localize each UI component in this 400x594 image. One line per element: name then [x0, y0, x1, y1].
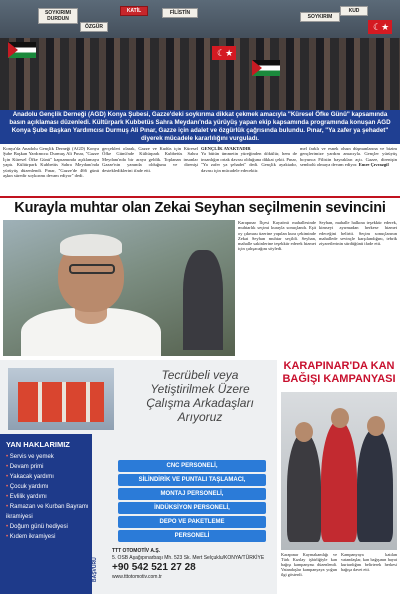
benefit-item: • Devam primi — [6, 462, 92, 472]
protest-sign: KATİL — [120, 6, 148, 16]
article-subhead: GENÇLİK AYAKTADIR — [201, 146, 251, 151]
ad-contact — [112, 548, 272, 581]
benefit-item: • Servis ve yemek — [6, 452, 92, 462]
article-column — [300, 146, 397, 194]
protest-sign: SOYKIRIM — [300, 12, 340, 22]
position-tag: PERSONELİ — [118, 530, 266, 542]
palestine-flag-icon — [8, 42, 36, 58]
section-divider — [0, 196, 400, 198]
protest-photo — [0, 0, 400, 110]
article-column: Seyhan, mahalle halkına teşekkür ederek, kimseyi ayırmadan herkese hizmet edeceğini belirtti. Seçim sonuçlarının mahallede sevinçle karşılandığını, tebrik ziyaretlerinin sürdüğünü ifade etti. — [319, 220, 397, 247]
article-column: gerçekleri olarak, Gazze ve Kudüs için Küresel Öfke Günü'nde Kültürpark Kubbetüs Sahra Meydanı'nda bir araya geldik. Toplanan insanlar Gazze'nin yanında olduğunu ve direnişi desteklediklerini ifade etti. — [102, 146, 198, 173]
article-column: Karapınar Kaymakamlığı ve Türk Kızılay işbirliğiyle kan bağışı kampanyası düzenlendi. Vatandaşlar kampanyaya yoğun ilgi gösterdi. — [281, 552, 337, 577]
crowd — [0, 38, 400, 110]
ad-tagline: Tecrübeli veya Yetiştirilmek Üzere Çalışma Arkadaşları Arıyoruz — [146, 368, 254, 424]
muhtar-photo — [3, 220, 235, 356]
benefit-item: • Yakacak yardımı — [6, 472, 92, 482]
article-column: Karapınar İlçesi Kayaönü mahallesinde muhtarlık seçimi kurayla sonuçlandı. Eşit oy çıkması üzerine yapılan kura çekiminde Zekai Seyhan muhtar seçildi. Seyhan, mahalle sakinlerine teşekkür ederek hizmet için çalışacağını söyledi. — [238, 220, 316, 252]
benefit-item: • Doğum günü hediyesi — [6, 522, 92, 532]
position-tag: İNDÜKSİYON PERSONELİ, — [118, 502, 266, 514]
benefit-item: • Evlilik yardımı — [6, 492, 92, 502]
article-author: Emre Çıvrazgil — [358, 162, 389, 168]
benefits-panel — [0, 434, 92, 594]
glasses-icon — [69, 264, 115, 274]
palestine-flag-icon — [252, 60, 280, 76]
blood-drive-title: KARAPINAR'DA KAN BAĞIŞI KAMPANYASI — [282, 360, 396, 385]
company-address: 5. OSB Aşağıpınarbaşı Mh. 523 Sk. Mert Selçuklu/KONYA/TÜRKİYE — [112, 555, 265, 561]
turkey-flag-icon — [368, 20, 392, 34]
position-tag: DEPO VE PAKETLEME — [118, 516, 266, 528]
turkey-flag-icon — [212, 46, 236, 60]
company-phone: +90 542 521 27 28 — [112, 562, 196, 573]
headline: Kurayla muhtar olan Zekai Seyhan seçilmenin sevincini — [14, 200, 386, 216]
article-text: Ya bütün ümmetin yüreğinden dökülür, hem de insanlığın ortak davası olduğuna dikkat çekti. Pınar, "Ya zafer ya şehadet" dedi. Gençlik ayaktadır, davası için mücadele edecektir. — [201, 151, 297, 173]
position-tag: CNC PERSONELİ, — [118, 460, 266, 472]
apply-label: BAŞVURU — [92, 557, 98, 583]
protest-sign: KUD — [340, 6, 368, 16]
protest-sign: FİLİSTİN — [162, 8, 198, 18]
factory-image — [8, 368, 114, 430]
benefits-title: YAN HAKLARIMIZ — [6, 440, 70, 449]
company-name: TTT OTOMOTİV A.Ş. — [112, 548, 161, 554]
position-tag: SİLİNDİRİK VE PUNTALI TAŞLAMACI, — [118, 474, 266, 486]
company-web: www.tttotomotiv.com.tr — [112, 574, 162, 580]
benefit-item: • Kıdem ikramiyesi — [6, 532, 92, 542]
benefits-list — [0, 452, 92, 542]
article-column: Konya'da Anadolu Gençlik Derneği (AGD) Konya Şube Başkan Yardımcısı Durmuş Ali Pınar, "Gazze İçin Küresel Öfke Günü" kapsamında açıklamaya yaptı. Kültürpark Kubbetüs Sahra Meydanı'nda yürüyüş düzenlendi. Pınar, "Gazze'de 466 günü aşkın süredir soykırımı devam ediyor" dedi. — [3, 146, 99, 179]
protest-sign: SOYKIRIMI DURDUN — [38, 8, 78, 24]
benefit-item: • Ramazan ve Kurban Bayramı ikramiyesi — [6, 502, 92, 522]
position-tag: MONTAJ PERSONELİ, — [118, 488, 266, 500]
article-column — [201, 146, 297, 194]
article-text: mel farklı ve esnek olsun düşmanlarına ve bizim gençlerimize yardım amacıyla. Gençler yürüyüş boyunca Filistin bayrakları açtı. Gazze, direnişin sembolü olmaya devam ediyor. — [300, 146, 397, 168]
blood-drive-photo — [281, 392, 397, 550]
job-advertisement — [0, 360, 277, 594]
protest-sign: ÖZGÜR — [80, 22, 108, 32]
article-column: Kampanyaya katılan vatandaşlar, kan bağışının hayat kurtardığını belirterek herkesi bağışa davet etti. — [341, 552, 397, 572]
photo-caption: Anadolu Gençlik Derneği (AGD) Konya Şubesi, Gazze'deki soykırıma dikkat çekmek amacıyla "Küresel Öfke Günü" kapsamında basın açıklaması düzenledi. Kültürpark Kubbetüs Sahra Meydanı'nda yürüyüş yapan ekip kapsamında programında konuşan AGD Konya Şube Başkan Yardımcısı Durmuş Ali Pınar, Gazze için adalet ve özgürlük çağrısında bulundu. Pınar, "Ya zafer ya şehadet" diyerek mücadele kararlılığını vurguladı. — [0, 110, 400, 144]
article-agd — [0, 146, 400, 194]
benefit-item: • Çocuk yardımı — [6, 482, 92, 492]
